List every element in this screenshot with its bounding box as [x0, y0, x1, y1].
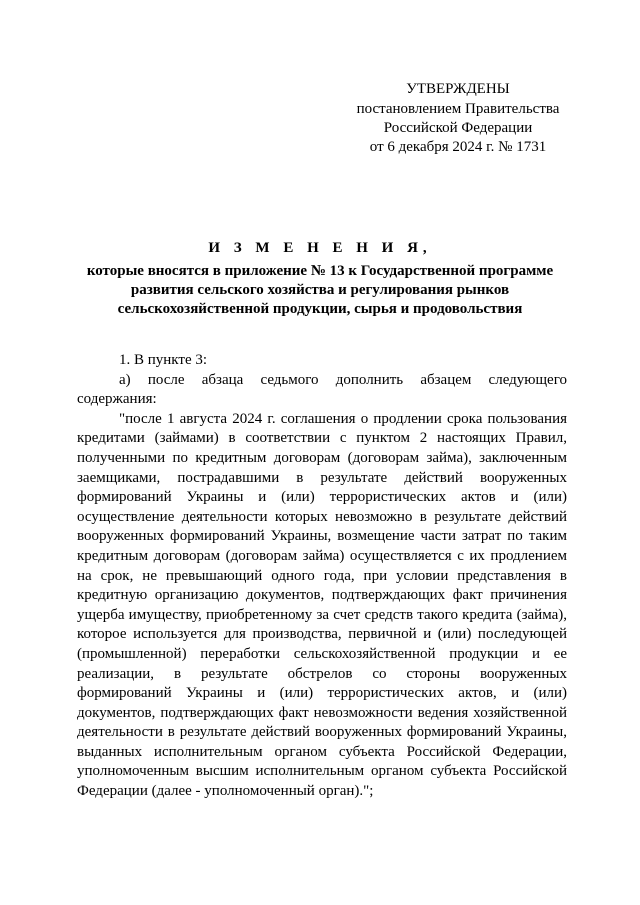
approval-title: УТВЕРЖДЕНЫ [406, 81, 510, 97]
approval-line-2: Российской Федерации [383, 120, 533, 136]
approval-block [340, 80, 576, 157]
document-body [77, 351, 567, 802]
approval-line-1: постановлением Правительства [356, 101, 560, 117]
paragraph-item-1a: а) после абзаца седьмого дополнить абзацем следующего содержания: [77, 371, 567, 408]
heading-title: И З М Е Н Е Н И Я, [208, 240, 432, 256]
heading-line-2: развития сельского хозяйства и регулирования рынков [130, 282, 510, 298]
approval-line-3: от 6 декабря 2024 г. № 1731 [369, 139, 547, 155]
paragraph-quote: "после 1 августа 2024 г. соглашения о продлении срока пользования кредитами (займами) в соответствии с пунктом 2 настоящих Правил, полученными по кредитным договорам (договорам займа), заключенным заемщиками, пострадавшими в результате действий вооруженных формирований Украины и (или) террористических актов и (или) осуществление деятельности которых невозможно в результате действий вооруженных формирований Украины, возмещение части затрат по таким кредитным договорам (договорам займа) осуществляется с их продлением на срок, не превышающий одного года, при условии представления в кредитную организацию документов, подтверждающих факт причинения ущерба имуществу, приобретенному за счет средств такого кредита (займа), которое используется для производства, первичной и (или) последующей (промышленной) переработки сельскохозяйственной продукции и ее реализации, в результате обстрелов со стороны вооруженных формирований Украины и (или) террористических актов, и (или) документов, подтверждающих факт невозможности ведения хозяйственной деятельности в результате действий вооруженных формирований Украины, выданных исполнительным органом субъекта Российской Федерации, уполномоченным высшим исполнительным органом субъекта Российской Федерации (далее - уполномоченный орган)."; [77, 410, 567, 800]
heading-line-3: сельскохозяйственной продукции, сырья и продовольствия [117, 301, 523, 317]
paragraph-item-1: 1. В пункте 3: [119, 352, 208, 368]
document-heading [60, 238, 580, 319]
heading-line-1: которые вносятся в приложение № 13 к Государственной программе [86, 263, 554, 279]
